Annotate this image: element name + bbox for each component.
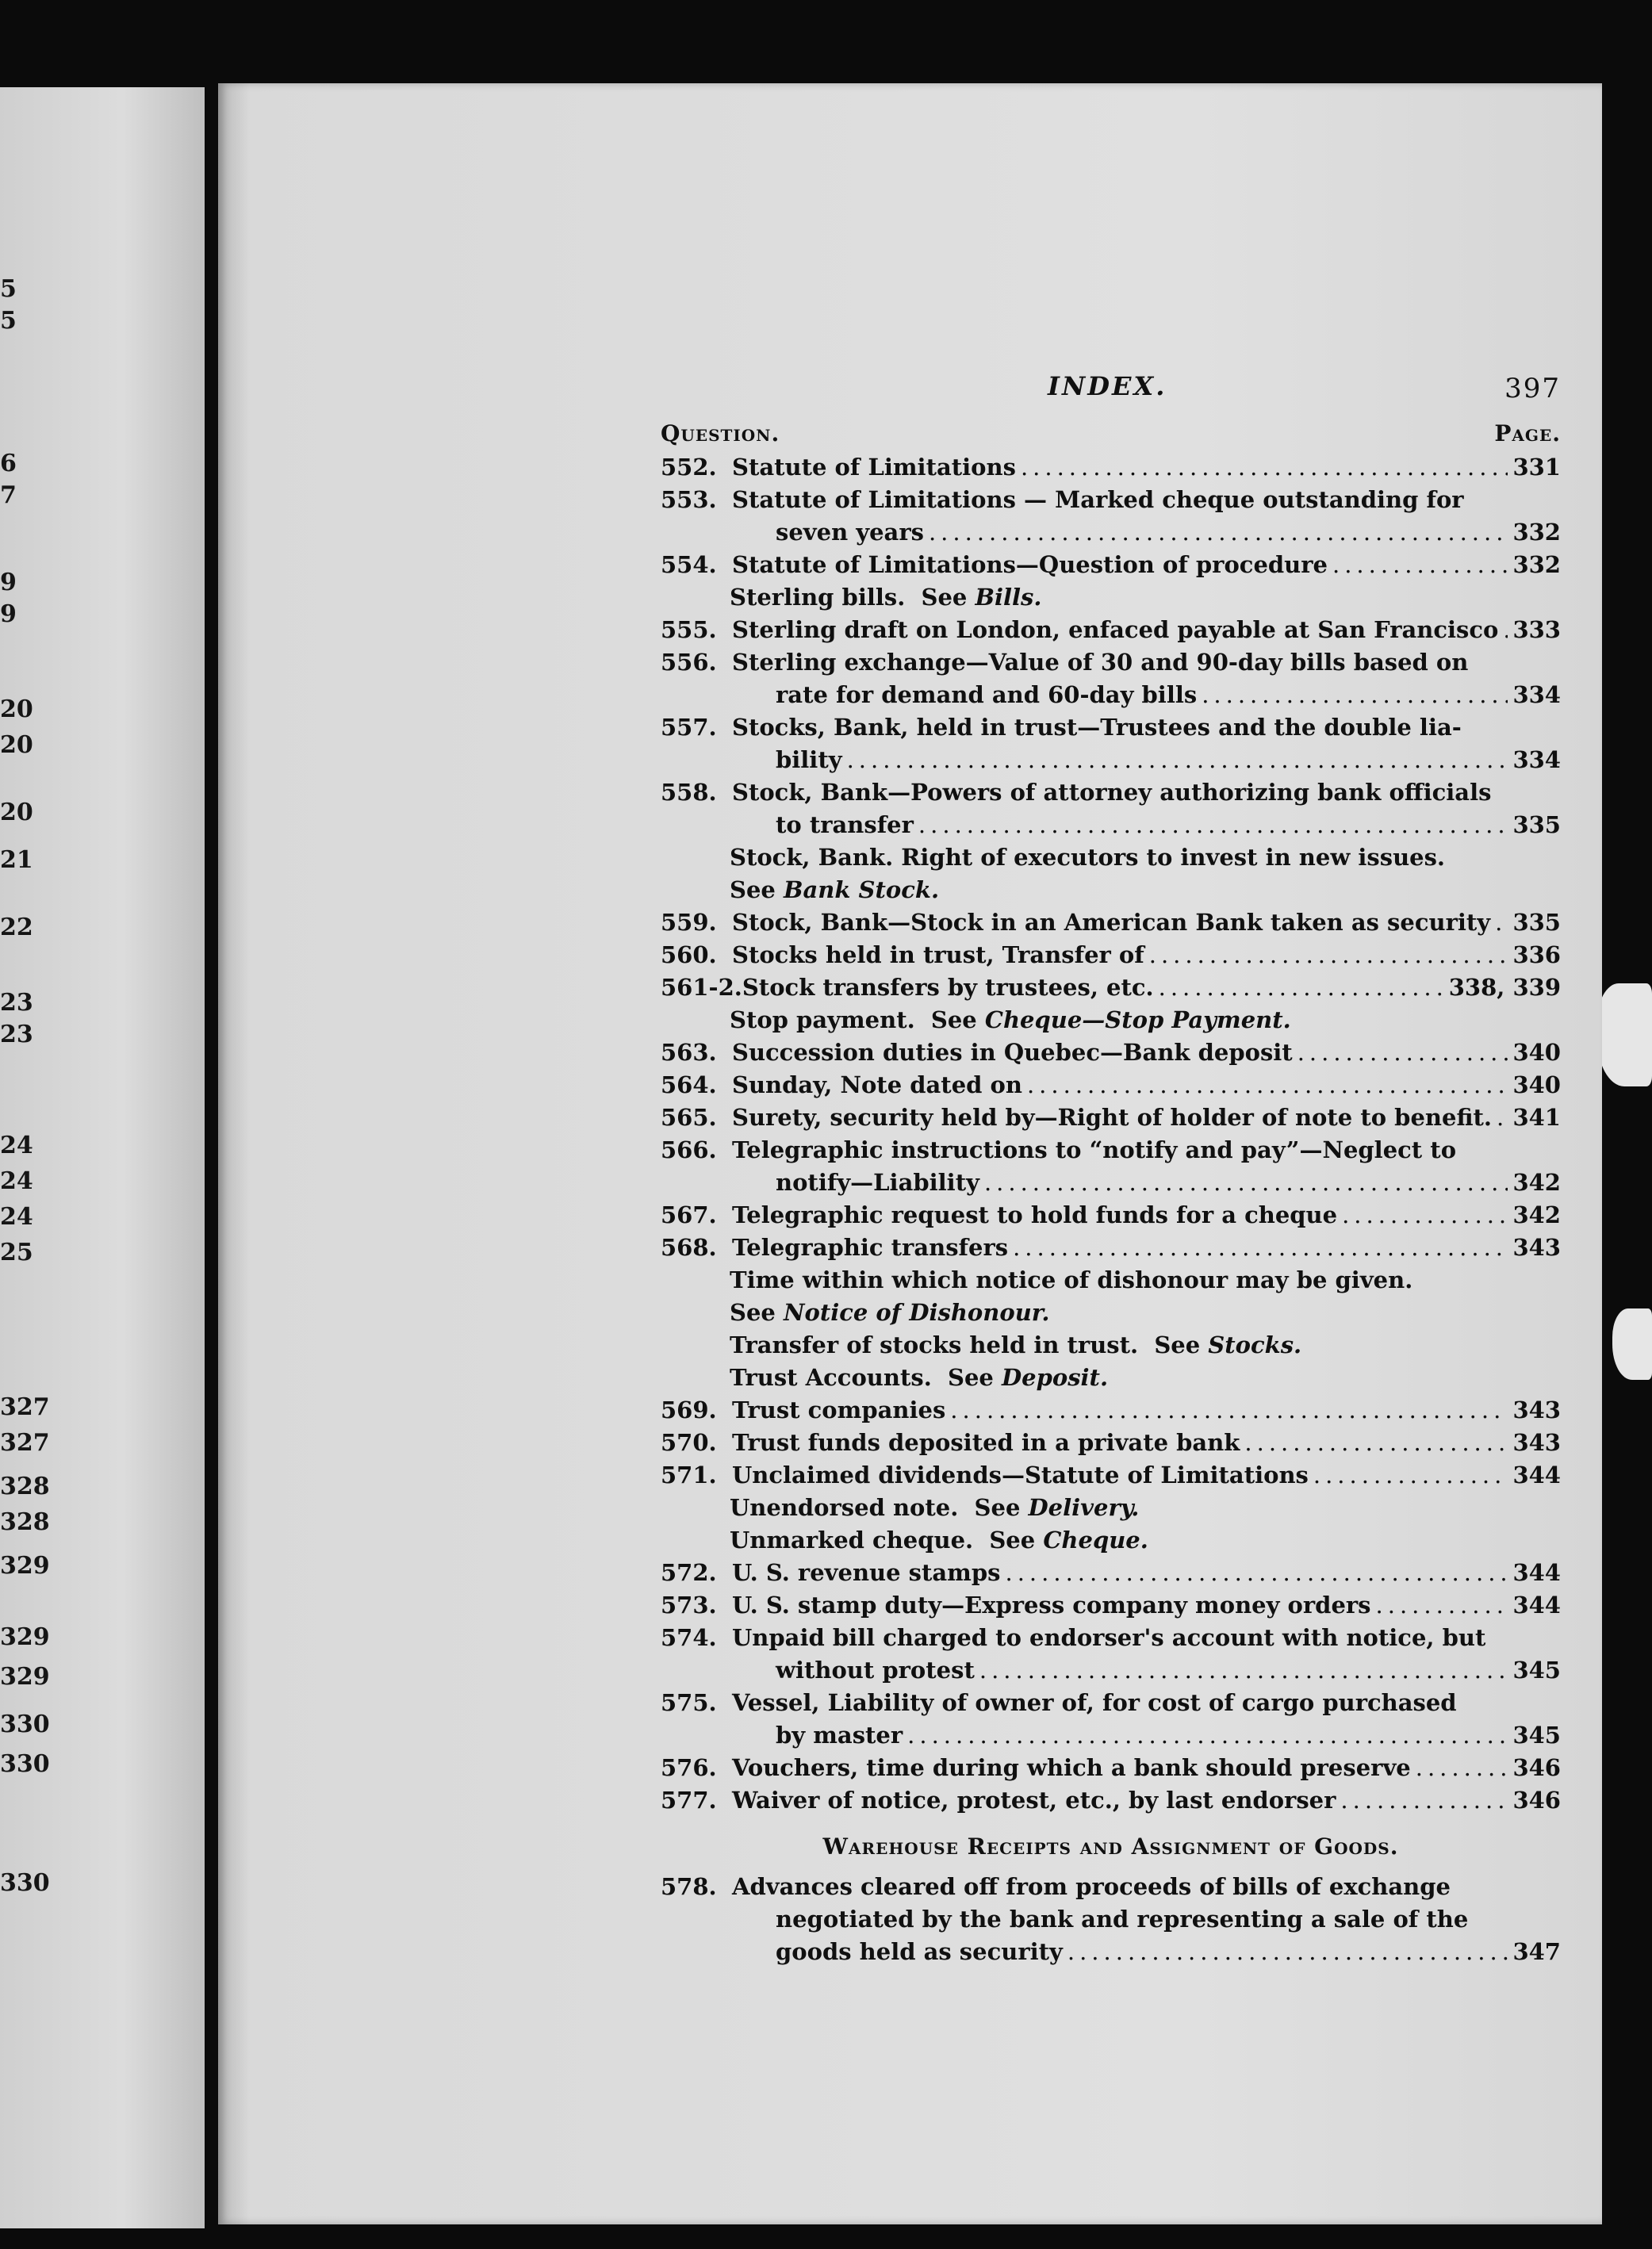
left-page-number: 5 [0,275,17,303]
entry-text: goods held as security [776,1938,1063,1965]
dot-leader [1416,1754,1508,1781]
entry-page: 343 [1512,1429,1561,1456]
entry-page: 335 [1512,811,1561,838]
entry-number: 563. [661,1039,717,1066]
left-page-number: 20 [0,695,33,723]
dot-leader [1503,616,1508,643]
section-heading: Warehouse Receipts and Assignment of Goods. [822,1833,1399,1860]
left-page-number: 328 [0,1473,50,1500]
see-reference [661,1266,1561,1299]
see-subject: Unmarked cheque. [730,1527,974,1554]
entry-text: Trust companies [732,1397,946,1423]
see-reference-continuation [661,1299,1561,1331]
entry-continuation [661,1722,1561,1754]
entry-page: 342 [1512,1169,1561,1196]
see-label: See [974,1494,1021,1521]
see-label: See [921,584,968,611]
entry-number: 554. [661,551,717,578]
see-label: See [730,876,776,903]
dot-leader [950,1397,1508,1423]
left-page-number: 24 [0,1132,33,1159]
left-page-number: 25 [0,1239,33,1266]
entry-text: Telegraphic request to hold funds for a cheque [732,1201,1338,1228]
see-subject: Time within which notice of dishonour may be given. [730,1266,1413,1293]
index-entry [661,779,1561,811]
entry-number: 567. [661,1201,717,1228]
entry-text: U. S. stamp duty—Express company money orders [732,1592,1371,1619]
entry-number: 572. [661,1559,717,1586]
entry-text: Stock, Bank—Stock in an American Bank taken as security [732,909,1491,936]
entry-number: 573. [661,1592,717,1619]
entry-text: Advances cleared off from proceeds of bills of exchange [732,1873,1451,1900]
section-entries [661,1873,1561,1971]
previous-page-sliver [0,87,205,2228]
entry-page: 336 [1512,941,1561,968]
entry-page: 332 [1512,551,1561,578]
see-reference [661,1331,1561,1364]
see-target: Cheque—Stop Payment. [984,1006,1291,1033]
left-page-number: 330 [0,1750,50,1778]
index-entry [661,616,1561,649]
entry-text: Vessel, Liability of owner of, for cost of cargo purchased [732,1689,1457,1716]
entry-text-continued: notify—Liability [776,1169,979,1196]
see-reference [661,584,1561,616]
left-page-number: 9 [0,600,17,628]
left-page-number: 330 [0,1869,50,1897]
entry-page: 334 [1512,681,1561,708]
index-entry [661,1429,1561,1462]
entry-number: 565. [661,1104,717,1131]
running-head [661,365,1561,420]
entry-text-continued: seven years [776,519,924,546]
index-entry [661,1787,1561,1819]
page-number: 397 [1504,373,1561,404]
left-page-number: 20 [0,731,33,759]
entry-page: 342 [1512,1201,1561,1228]
left-page-number: 9 [0,569,17,596]
index-entry [661,1462,1561,1494]
left-page-number: 327 [0,1429,50,1457]
dot-leader [847,746,1508,773]
entry-number: 559. [661,909,717,936]
page-edge-tear [1612,1308,1652,1380]
index-entry [661,941,1561,974]
dot-leader [1159,974,1444,1001]
dot-leader [1342,1201,1508,1228]
entry-number: 556. [661,649,717,676]
see-subject: Stock, Bank. Right of executors to invest in new issues. [730,844,1446,871]
index-entry [661,649,1561,681]
entry-continuation [661,681,1561,714]
index-entry [661,1234,1561,1266]
see-subject: Unendorsed note. [730,1494,959,1521]
entry-page: 347 [1512,1938,1561,1965]
entry-text: Statute of Limitations—Question of procedure [732,551,1328,578]
entry-page: 343 [1512,1397,1561,1423]
entry-page: 335 [1512,909,1561,936]
left-page-number: 23 [0,989,33,1017]
entry-number: 578. [661,1873,717,1900]
index-entry [661,1592,1561,1624]
entry-page: 331 [1512,454,1561,481]
index-entry [661,1201,1561,1234]
page-edge-tear [1596,983,1652,1086]
dot-leader [1340,1787,1508,1814]
entry-text: Telegraphic instructions to “notify and pay”—Neglect to [732,1136,1457,1163]
dot-leader [1013,1234,1508,1261]
left-page-number: 327 [0,1393,50,1421]
see-reference [661,844,1561,876]
entry-page: 338, 339 [1448,974,1561,1001]
entry-text: Trust funds deposited in a private bank [732,1429,1240,1456]
entry-text: Vouchers, time during which a bank should preserve [732,1754,1411,1781]
entry-page: 334 [1512,746,1561,773]
entry-text: U. S. revenue stamps [732,1559,1001,1586]
entry-text: Sunday, Note dated on [732,1071,1022,1098]
entry-number: 557. [661,714,717,741]
dot-leader [907,1722,1508,1749]
dot-leader [929,519,1508,546]
left-page-number: 20 [0,799,33,826]
entry-text: Statute of Limitations [732,454,1016,481]
entry-number: 575. [661,1689,717,1716]
see-reference [661,1527,1561,1559]
index-entry [661,1039,1561,1071]
left-page-number: 329 [0,1552,50,1580]
entry-page: 341 [1512,1104,1561,1131]
entry-text: Waiver of notice, protest, etc., by last endorser [732,1787,1336,1814]
see-subject: Transfer of stocks held in trust. [730,1331,1139,1358]
entry-text: Stock, Bank—Powers of attorney authorizing bank officials [732,779,1492,806]
see-target: Bills. [975,584,1042,611]
see-reference [661,1494,1561,1527]
entry-page: 332 [1512,519,1561,546]
entry-number: 571. [661,1462,717,1488]
index-entry [661,1104,1561,1136]
entry-number: 569. [661,1397,717,1423]
entry-continuation [661,519,1561,551]
entry-number: 576. [661,1754,717,1781]
entry-number: 566. [661,1136,717,1163]
left-page-number: 330 [0,1711,50,1738]
see-reference-continuation [661,876,1561,909]
entry-continuation [661,811,1561,844]
index-page [218,83,1602,2224]
see-target: Notice of Dishonour. [783,1299,1050,1326]
dot-leader [1332,551,1508,578]
dot-leader [1149,941,1508,968]
see-target: Deposit. [1001,1364,1109,1391]
entry-number: 558. [661,779,717,806]
entry-page: 344 [1512,1462,1561,1488]
index-entry [661,1397,1561,1429]
entry-text-continued: to transfer [776,811,914,838]
index-entry [661,1136,1561,1169]
entry-text: Stock transfers by trustees, etc. [742,974,1154,1001]
index-entry [661,1873,1561,1906]
entry-page: 345 [1512,1657,1561,1684]
left-page-number: 22 [0,914,33,941]
entry-page: 333 [1512,616,1561,643]
entry-page: 344 [1512,1592,1561,1619]
left-page-number: 24 [0,1167,33,1195]
dot-leader [1027,1071,1508,1098]
entry-continuation [661,1169,1561,1201]
dot-leader [1021,454,1508,481]
dot-leader [1313,1462,1508,1488]
dot-leader [1297,1039,1508,1066]
dot-leader [1202,681,1508,708]
see-label: See [948,1364,994,1391]
see-reference [661,1364,1561,1397]
see-label: See [1154,1331,1201,1358]
see-target: Delivery. [1028,1494,1140,1521]
left-page-number: 328 [0,1508,50,1536]
index-entry [661,1559,1561,1592]
see-target: Stocks. [1208,1331,1302,1358]
entry-text: Succession duties in Quebec—Bank deposit [732,1039,1293,1066]
index-entries [661,454,1561,1819]
entry-text: Stocks held in trust, Transfer of [732,941,1144,968]
entry-number: 555. [661,616,717,643]
see-target: Bank Stock. [783,876,940,903]
index-content [661,365,1561,1971]
dot-leader [1005,1559,1508,1586]
index-entry [661,551,1561,584]
see-target: Cheque. [1043,1527,1148,1554]
entry-text: Sterling exchange—Value of 30 and 90-day bills based on [732,649,1469,676]
entry-continuation [661,1906,1561,1938]
entry-number: 568. [661,1234,717,1261]
index-entry [661,714,1561,746]
index-entry [661,974,1561,1006]
index-entry [661,1689,1561,1722]
entry-text-continued: without protest [776,1657,975,1684]
entry-number: 574. [661,1624,717,1651]
left-page-number: 329 [0,1663,50,1691]
entry-number: 560. [661,941,717,968]
dot-leader [1497,1104,1508,1131]
entry-text: Unpaid bill charged to endorser's account with notice, but [732,1624,1486,1651]
entry-page: 340 [1512,1071,1561,1098]
index-entry [661,454,1561,486]
entry-number: 570. [661,1429,717,1456]
entry-page: 344 [1512,1559,1561,1586]
entry-text: Telegraphic transfers [732,1234,1009,1261]
dot-leader [918,811,1508,838]
entry-number: 577. [661,1787,717,1814]
index-entry [661,1071,1561,1104]
index-entry [661,1754,1561,1787]
entry-text: negotiated by the bank and representing a sale of the [776,1906,1469,1933]
see-label: See [730,1299,776,1326]
see-reference [661,1006,1561,1039]
entry-text: Surety, security held by—Right of holder of note to benefit. [732,1104,1493,1131]
entry-text-continued: bility [776,746,842,773]
entry-continuation [661,746,1561,779]
see-label: See [930,1006,977,1033]
dot-leader [1495,909,1508,936]
index-entry [661,1624,1561,1657]
entry-page: 340 [1512,1039,1561,1066]
entry-number: 552. [661,454,717,481]
left-page-number: 24 [0,1203,33,1231]
entry-text: Stocks, Bank, held in trust—Trustees and the double lia- [732,714,1462,741]
entry-page: 346 [1512,1787,1561,1814]
entry-continuation [661,1657,1561,1689]
entry-page: 346 [1512,1754,1561,1781]
column-headers [661,420,1561,454]
see-subject: Trust Accounts. [730,1364,932,1391]
entry-number: 553. [661,486,717,513]
index-entry [661,486,1561,519]
entry-text-continued: by master [776,1722,903,1749]
dot-leader [979,1657,1508,1684]
dot-leader [1067,1938,1508,1965]
entry-number: 564. [661,1071,717,1098]
left-page-number: 7 [0,481,17,509]
entry-text: Statute of Limitations — Marked cheque outstanding for [732,486,1464,513]
dot-leader [1244,1429,1508,1456]
see-subject: Sterling bills. [730,584,906,611]
entry-page: 345 [1512,1722,1561,1749]
left-page-number: 5 [0,307,17,335]
entry-number: 561-2. [661,974,742,1001]
left-page-number: 329 [0,1623,50,1651]
left-page-number: 23 [0,1021,33,1048]
see-subject: Stop payment. [730,1006,915,1033]
index-entry [661,909,1561,941]
dot-leader [984,1169,1508,1196]
entry-page: 343 [1512,1234,1561,1261]
entry-text: Unclaimed dividends—Statute of Limitations [732,1462,1309,1488]
entry-continuation [661,1938,1561,1971]
running-title: INDEX. [1048,371,1167,401]
page-column-header: Page. [1494,420,1561,446]
entry-text: Sterling draft on London, enfaced payable at San Francisco [732,616,1499,643]
left-page-number: 21 [0,846,33,874]
dot-leader [1376,1592,1508,1619]
question-column-header: Question. [661,420,780,446]
entry-text-continued: rate for demand and 60-day bills [776,681,1198,708]
left-page-number: 6 [0,450,17,477]
see-label: See [989,1527,1036,1554]
